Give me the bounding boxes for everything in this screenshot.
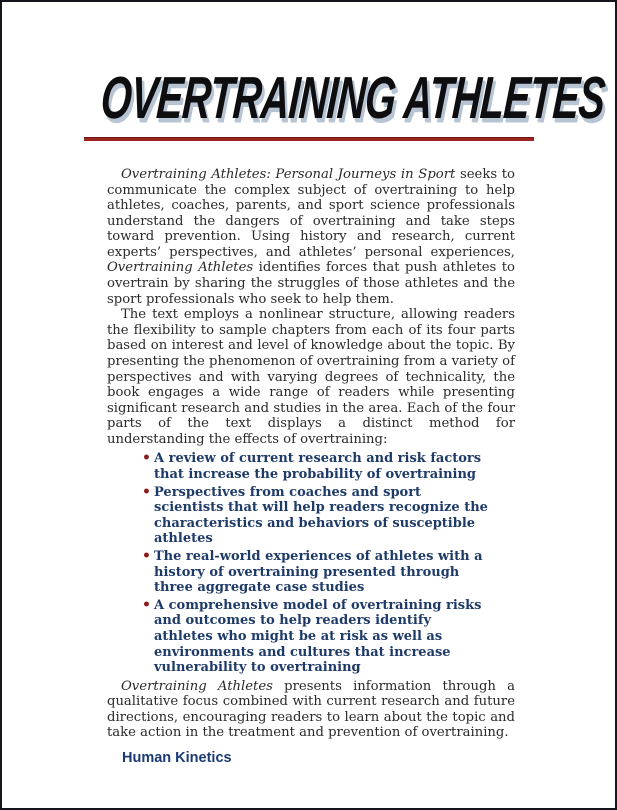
masthead: [2, 64, 615, 141]
title-underline-rule: [84, 137, 534, 141]
feature-bullet-list: [107, 451, 515, 675]
book-title: OVERTRAINING ATHLETES: [98, 64, 607, 132]
italic-book-title-text: Overtraining Athletes: [121, 678, 273, 694]
publisher-name: Human Kinetics: [122, 750, 232, 766]
italic-book-title-text: Overtraining Athletes: Personal Journeys in Sport: [121, 167, 456, 182]
bullet-item: • The real-world experiences of athletes with a history of overtraining presented through three aggregate case studies: [154, 549, 494, 596]
paragraph: [107, 679, 515, 741]
paragraph-text: seeks to communicate the complex subject of overtraining to help athletes, coaches, parents, and sport science professionals understand the dangers of overtraining and take steps toward prevention. Using history and research, current experts’ perspectives, and athletes’ personal experiences,: [107, 167, 515, 260]
paragraph-text: The text employs a nonlinear structure, allowing readers the flexibility to sample chapters from each of its four parts based on interest and level of knowledge about the topic. By presenting the phenomenon of overtraining from a variety of perspectives and with varying degrees of technicality, the book engages a wide range of readers while presenting significant research and studies in the area. Each of the four parts of the text displays a distinct method for understanding the effects of overtraining:: [107, 307, 515, 447]
paragraph: [107, 307, 515, 447]
description-text: [107, 167, 515, 741]
paragraph: [107, 167, 515, 307]
italic-book-title-text: Overtraining Athletes: [107, 260, 254, 276]
paragraph-text: presents information through a qualitative focus combined with current research and future directions, encouraging readers to learn about the topic and take action in the treatment and prevention of overtraining.: [107, 678, 516, 741]
bullet-item: • Perspectives from coaches and sport scientists that will help readers recognize the characteristics and behaviors of susceptible athletes: [154, 485, 494, 547]
bullet-item: • A review of current research and risk factors that increase the probability of overtraining: [154, 451, 494, 482]
paragraph-text: identifies forces that push athletes to overtrain by sharing the struggles of those athletes and the sport professionals who seek to help them.: [107, 260, 515, 307]
bullet-item: • A comprehensive model of overtraining risks and outcomes to help readers identify athletes who might be at risk as well as environments and cultures that increase vulnerability to overtraining: [154, 598, 494, 676]
